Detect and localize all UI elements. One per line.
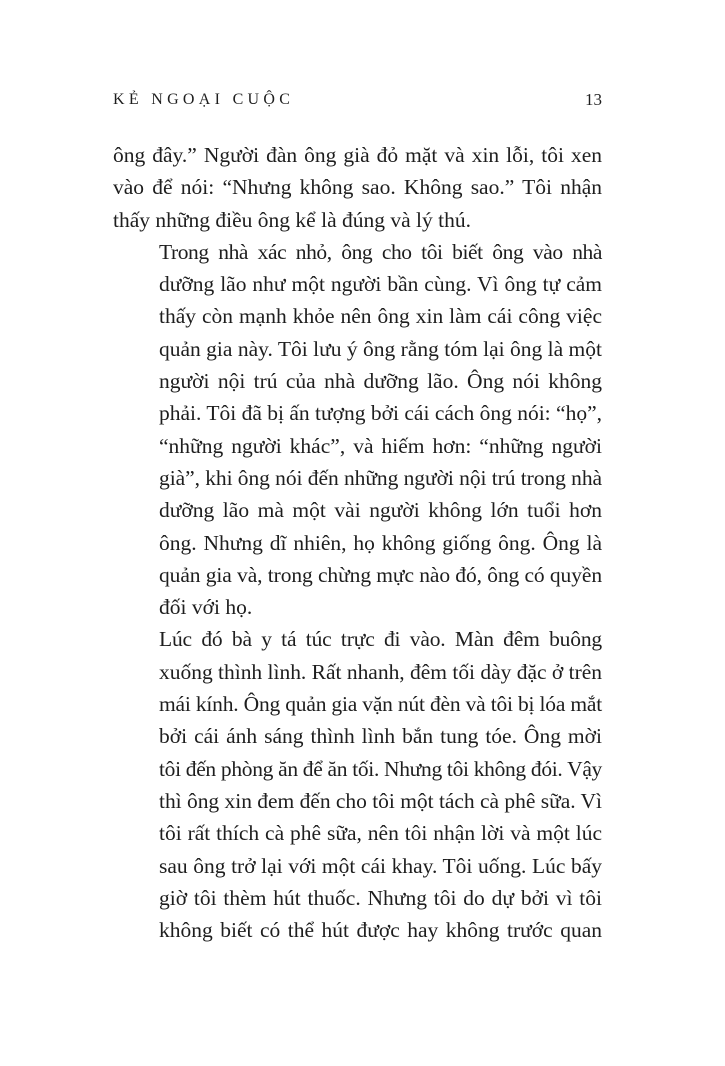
text-line: vào để nói: “Nhưng không sao. Không sao.” Tôi nhận — [113, 175, 602, 200]
text-line: thì ông xin đem đến cho tôi một tách cà phê sữa. Vì — [159, 788, 602, 813]
text-line: bởi cái ánh sáng thình lình bắn tung tóe. Ông mời — [159, 724, 602, 749]
paragraph-1 — [113, 139, 602, 236]
text-line: sau ông trở lại với một cái khay. Tôi uống. Lúc bấy — [159, 853, 602, 878]
book-title: KẺ NGOẠI CUỘC — [113, 91, 295, 108]
text-line: ông đây.” Người đàn ông già đỏ mặt và xin lỗi, tôi xen — [113, 143, 602, 167]
text-line: không biết có thể hút được hay không trước quan — [159, 918, 602, 943]
text-line: dưỡng lão mà một vài người không lớn tuổi hơn — [159, 498, 602, 523]
text-line: đối với họ. — [159, 595, 253, 620]
text-line: mái kính. Ông quản gia vặn nút đèn và tôi bị lóa mắt — [159, 692, 602, 717]
text-line: thấy những điều ông kể là đúng và lý thú. — [113, 207, 471, 232]
text-line: phải. Tôi đã bị ấn tượng bởi cái cách ông nói: “họ”, — [159, 401, 602, 426]
running-header — [113, 88, 602, 112]
text-line: giờ tôi thèm hút thuốc. Nhưng tôi do dự bởi vì tôi — [159, 885, 602, 910]
text-line: xuống thình lình. Rất nhanh, đêm tối dày đặc ở trên — [159, 659, 602, 684]
text-line: quản gia và, trong chừng mực nào đó, ông có quyền — [159, 562, 602, 587]
text-line: “những người khác”, và hiếm hơn: “những người — [159, 433, 602, 458]
paragraph-3 — [113, 623, 602, 946]
text-line: Lúc đó bà y tá túc trực đi vào. Màn đêm buông — [159, 627, 602, 652]
body-text — [113, 139, 602, 946]
text-line: quản gia này. Tôi lưu ý ông rằng tóm lại ông là một — [159, 336, 602, 361]
text-line: tôi đến phòng ăn để ăn tối. Nhưng tôi không đói. Vậy — [159, 756, 602, 781]
text-line: Trong nhà xác nhỏ, ông cho tôi biết ông vào nhà — [159, 239, 602, 264]
text-line: ông. Nhưng dĩ nhiên, họ không giống ông. Ông là — [159, 530, 602, 555]
text-line: người nội trú của nhà dưỡng lão. Ông nói không — [159, 369, 602, 394]
page-number: 13 — [585, 90, 602, 109]
text-line: tôi rất thích cà phê sữa, nên tôi nhận lời và một lúc — [159, 821, 602, 846]
paragraph-2 — [113, 236, 602, 624]
text-line: thấy còn mạnh khỏe nên ông xin làm cái công việc — [159, 304, 602, 329]
text-line: dưỡng lão như một người bần cùng. Vì ông tự cảm — [159, 272, 602, 297]
text-line: già”, khi ông nói đến những người nội trú trong nhà — [159, 465, 602, 490]
